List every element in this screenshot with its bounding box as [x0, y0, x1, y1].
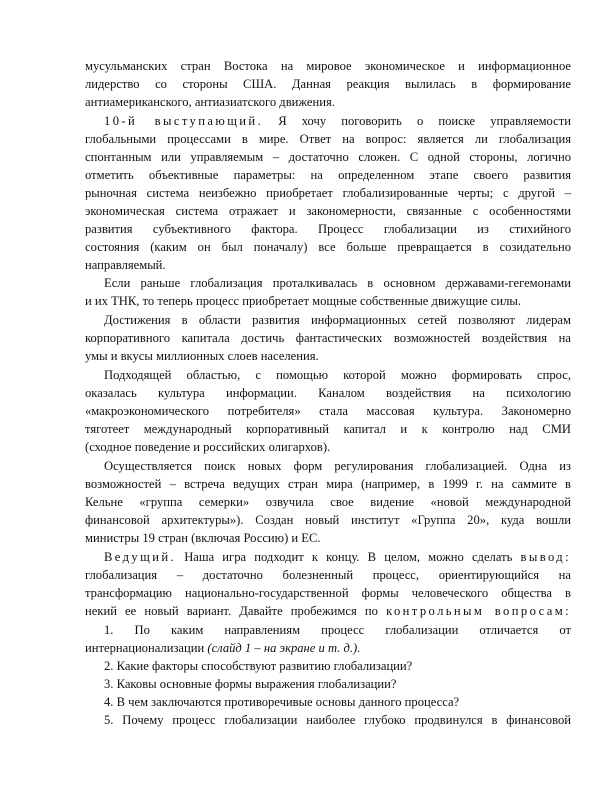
text-line: (сходное поведение и российских олигархов). — [85, 440, 331, 454]
text-line: лидерство со стороны США. Данная реакция вылилась в формирование — [85, 77, 571, 91]
question-line: 4. В чем заключаются противоречивые основы данного процесса? — [104, 695, 460, 709]
question-line — [85, 640, 571, 657]
speaker-label: Ведущий. — [104, 550, 177, 564]
text-line: развития субъективного фактора. Процесс глобализации из стихийного — [85, 222, 571, 236]
question-line: 2. Какие факторы способствуют развитию глобализации? — [104, 659, 413, 673]
text-line: экономическая система отражает и закономерности, связанные с особенностями — [85, 204, 571, 218]
text-line: министры 19 стран (включая Россию) и ЕС. — [85, 531, 321, 545]
speaker-line — [104, 549, 571, 566]
text-line — [85, 603, 571, 620]
text-line: трансформацию национально-государственной формы человеческого общества в — [85, 586, 571, 600]
question-line: 5. Почему процесс глобализации наиболее глубоко продвинулся в финансовой — [104, 713, 571, 727]
text-fragment: Наша игра подходит к концу. В целом, можно сделать — [184, 550, 513, 564]
text-line: спонтанным или управляемым – достаточно сложен. С одной стороны, логично — [85, 150, 571, 164]
text-line: оказалась культура информации. Каналом воздействия на психологию — [85, 386, 571, 400]
question-line: 3. Каковы основные формы выражения глобализации? — [104, 677, 397, 691]
text-fragment-spaced: вывод: — [520, 550, 571, 564]
text-line: глобализация – достаточно болезненный процесс, ориентирующийся на — [85, 568, 571, 582]
text-line: отметить объективные параметры: на определенном этапе своего развития — [85, 168, 571, 182]
text-line: Достижения в области развития информационных сетей позволяют лидерам — [104, 313, 571, 327]
text-fragment: интернационализации — [85, 641, 205, 655]
text-fragment: Я хочу поговорить о поиске управляемости — [278, 114, 572, 128]
text-line: «макроэкономического потребителя» стала массовая культура. Закономерно — [85, 404, 571, 418]
text-line: глобальными процессами в мире. Ответ на вопрос: является ли глобализация — [85, 132, 571, 146]
text-line: антиамериканского, антиазиатского движения. — [85, 95, 335, 109]
text-line: направляемый. — [85, 258, 166, 272]
text-line: состояния (каким он был поначалу) все больше превращается в созидательно — [85, 240, 571, 254]
text-line: корпоративного капитала достичь фантастических возможностей воздействия на — [85, 331, 571, 345]
text-line: Если раньше глобализация проталкивалась в основном державами-гегемонами — [104, 276, 571, 290]
text-line: Подходящей областью, с помощью которой можно формировать спрос, — [104, 368, 571, 382]
text-line: умы и вкусы миллионных слоев населения. — [85, 349, 319, 363]
speaker-label: 10-й выступающий. — [104, 114, 264, 128]
text-line: и их ТНК, то теперь процесс приобретает мощные собственные движущие силы. — [85, 294, 522, 308]
italic-note: (слайд 1 – на экране и т. д.). — [207, 641, 361, 655]
text-line: рыночная система неизбежно приобретает глобализированные черты; с другой – — [85, 186, 571, 200]
text-fragment-spaced: контрольным вопросам: — [386, 604, 572, 618]
text-line: Кельне «группа семерки» озвучила свое видение «новой международной — [85, 495, 571, 509]
text-line: финансовой архитектуры»). Создан новый институт «Группа 20», куда вошли — [85, 513, 571, 527]
text-line: тяготеет международный корпоративный капитал и к контролю над СМИ — [85, 422, 571, 436]
text-line: возможностей – встреча ведущих стран мира (например, в 1999 г. на саммите в — [85, 477, 571, 491]
speaker-line — [104, 113, 571, 130]
text-fragment: некий ее новый вариант. Давайте пробежимся по — [85, 604, 378, 618]
question-line: 1. По каким направлениям процесс глобализации отличается от — [104, 623, 571, 637]
text-line: мусульманских стран Востока на мировое экономическое и информационное — [85, 59, 571, 73]
text-line: Осуществляется поиск новых форм регулирования глобализацией. Одна из — [104, 459, 571, 473]
